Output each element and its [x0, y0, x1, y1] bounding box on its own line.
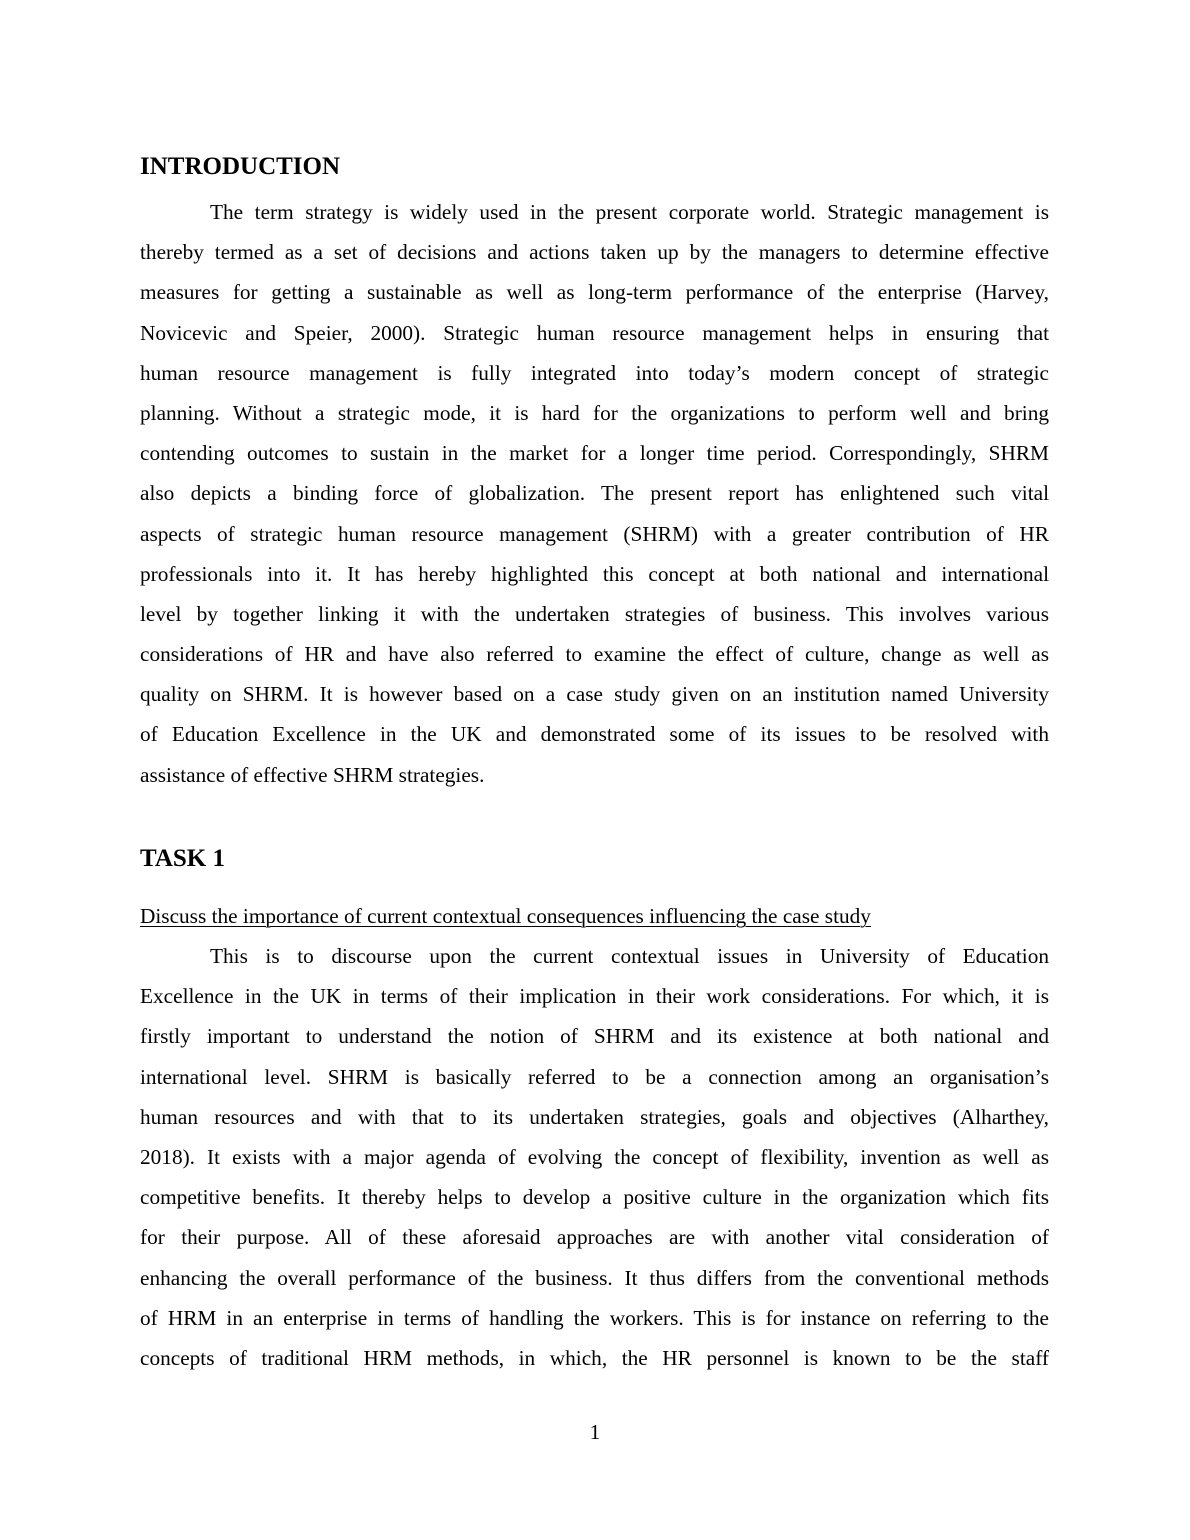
paragraph-line: enhancing the overall performance of the business. It thus differs from the conventional methods — [140, 1265, 1049, 1290]
introduction-paragraph — [140, 192, 1049, 795]
paragraph-line: concepts of traditional HRM methods, in which, the HR personnel is known to be the staff — [140, 1345, 1049, 1370]
paragraph-line: level by together linking it with the undertaken strategies of business. This involves various — [140, 601, 1049, 626]
task1-heading: TASK 1 — [140, 845, 225, 872]
paragraph-line: for their purpose. All of these aforesaid approaches are with another vital consideration of — [140, 1225, 1049, 1250]
paragraph-line: professionals into it. It has hereby highlighted this concept at both national and international — [140, 561, 1049, 586]
paragraph-line: also depicts a binding force of globalization. The present report has enlightened such vital — [140, 481, 1049, 506]
paragraph-line: measures for getting a sustainable as well as long-term performance of the enterprise (Harvey, — [140, 280, 1049, 305]
paragraph-line: of HRM in an enterprise in terms of handling the workers. This is for instance on referring to the — [140, 1305, 1049, 1330]
page-number: 1 — [589, 1420, 601, 1444]
paragraph-line: aspects of strategic human resource management (SHRM) with a greater contribution of HR — [140, 521, 1049, 546]
paragraph-line: firstly important to understand the notion of SHRM and its existence at both national and — [140, 1024, 1049, 1049]
paragraph-line: This is to discourse upon the current contextual issues in University of Education — [210, 944, 1049, 968]
paragraph-line: human resources and with that to its undertaken strategies, goals and objectives (Alharthey, — [140, 1104, 1049, 1129]
paragraph-line: assistance of effective SHRM strategies. — [140, 762, 485, 787]
task1-paragraph — [140, 936, 1049, 1378]
paragraph-line: considerations of HR and have also referred to examine the effect of culture, change as well as — [140, 642, 1049, 667]
paragraph-line: international level. SHRM is basically referred to be a connection among an organisation’s — [140, 1064, 1049, 1089]
task1-subheading: Discuss the importance of current contextual consequences influencing the case study — [140, 904, 871, 928]
paragraph-line: Novicevic and Speier, 2000). Strategic human resource management helps in ensuring that — [140, 320, 1049, 345]
paragraph-line: The term strategy is widely used in the present corporate world. Strategic management is — [210, 200, 1049, 224]
paragraph-line: planning. Without a strategic mode, it is hard for the organizations to perform well and bring — [140, 400, 1049, 425]
paragraph-line: Excellence in the UK in terms of their implication in their work considerations. For which, it is — [140, 984, 1049, 1009]
paragraph-line: competitive benefits. It thereby helps to develop a positive culture in the organization which fits — [140, 1185, 1049, 1210]
paragraph-line: human resource management is fully integrated into today’s modern concept of strategic — [140, 360, 1049, 385]
paragraph-line: contending outcomes to sustain in the market for a longer time period. Correspondingly, SHRM — [140, 441, 1049, 466]
paragraph-line: thereby termed as a set of decisions and actions taken up by the managers to determine effective — [140, 240, 1049, 265]
paragraph-line: of Education Excellence in the UK and demonstrated some of its issues to be resolved with — [140, 722, 1049, 747]
introduction-heading: INTRODUCTION — [140, 153, 341, 180]
paragraph-line: 2018). It exists with a major agenda of evolving the concept of flexibility, invention as well as — [140, 1144, 1049, 1169]
paragraph-line: quality on SHRM. It is however based on a case study given on an institution named University — [140, 682, 1049, 707]
